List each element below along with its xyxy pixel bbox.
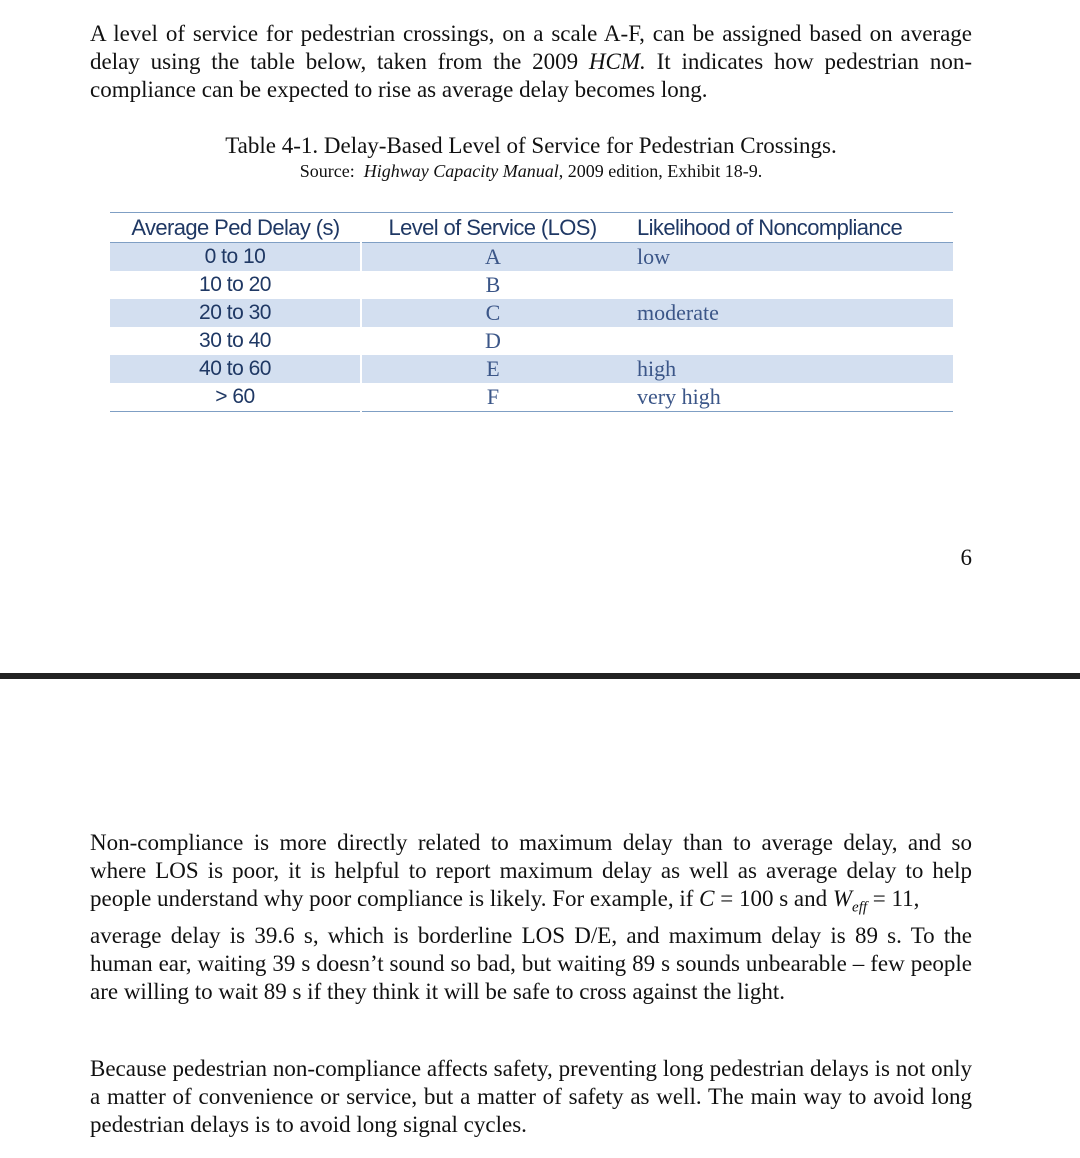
cell-los: A [361, 243, 624, 272]
table-row [110, 271, 953, 299]
intro-text-end: It indicates how pedestrian non-compliance can be expected to rise as average delay becomes long. [90, 49, 972, 102]
cell-delay: > 60 [110, 383, 361, 412]
cell-delay: 0 to 10 [110, 243, 361, 272]
source-suffix: , 2009 edition, Exhibit 18-9. [558, 161, 763, 181]
header-noncompliance: Likelihood of Noncompliance [624, 213, 953, 243]
cell-los: D [485, 328, 501, 353]
cell-los: F [486, 384, 500, 409]
safety-paragraph: Because pedestrian non-compliance affects safety, preventing long pedestrian delays is not only a matter of convenience or service, but a matter of safety as well. The main way to avoid long pedestrian delays is to avoid long signal cycles. [90, 1056, 972, 1137]
cell-noncompliance [624, 327, 953, 355]
cell-noncompliance [624, 271, 953, 299]
cell-delay: 40 to 60 [110, 355, 361, 383]
table-caption-source [0, 161, 1062, 182]
header-average-delay: Average Ped Delay (s) [110, 213, 361, 243]
table-caption-title: Table 4-1. Delay-Based Level of Service for Pedestrian Crossings. [225, 133, 837, 158]
max-delay-text-line-b: average delay is 39.6 s, which is borderline LOS D/E, and maximum delay is 89 s. To the human ear, waiting 39 s doesn’t sound so bad, but waiting 89 s sounds unbearable – few people are willing to wait 89 s if they think it will be safe to cross against the light. [90, 922, 972, 1004]
cell-delay: 30 to 40 [110, 327, 361, 355]
max-delay-paragraph [90, 829, 972, 1006]
table-row [110, 355, 953, 383]
max-delay-text-start: Non-compliance is more directly related to maximum delay than to average delay, and so where LOS is poor, it is helpful to report maximum delay as well as average delay to help people understand why poor compliance is likely. For example, if [90, 830, 972, 911]
cell-delay: 20 to 30 [110, 299, 361, 327]
los-table [110, 212, 953, 412]
source-title: Highway Capacity Manual [363, 161, 559, 181]
cell-noncompliance: low [624, 243, 953, 272]
max-delay-text-line-a [90, 829, 972, 922]
var-w-subscript: eff [852, 899, 868, 916]
table-header-row [110, 213, 953, 243]
table-row [110, 383, 953, 412]
intro-paragraph [90, 20, 972, 104]
cell-los: B [485, 272, 501, 297]
var-cycle-length: C [699, 886, 715, 911]
cell-noncompliance: moderate [624, 299, 953, 327]
cell-los: C [361, 299, 624, 327]
cell-delay: 10 to 20 [110, 271, 361, 299]
cell-noncompliance: very high [637, 384, 721, 409]
table-row [110, 243, 953, 272]
max-delay-text-eq: = 11, [867, 886, 920, 911]
intro-text-start: A level of service for pedestrian crossings, on a scale A-F, can be assigned based on average delay using the table below, taken from the 2009 [90, 21, 972, 74]
max-delay-text-mid: = 100 s and [714, 886, 833, 911]
table-row [110, 327, 953, 355]
cell-los: E [361, 355, 624, 383]
header-los: Level of Service (LOS) [361, 213, 624, 243]
var-w-letter: W [832, 886, 853, 911]
cell-noncompliance: high [624, 355, 953, 383]
intro-text-hcm: HCM. [588, 49, 646, 74]
var-effective-walk [832, 886, 868, 916]
source-prefix: Source: [299, 161, 364, 181]
page-number: 6 [960, 545, 972, 570]
page-separator [0, 673, 1080, 679]
table-row [110, 299, 953, 327]
